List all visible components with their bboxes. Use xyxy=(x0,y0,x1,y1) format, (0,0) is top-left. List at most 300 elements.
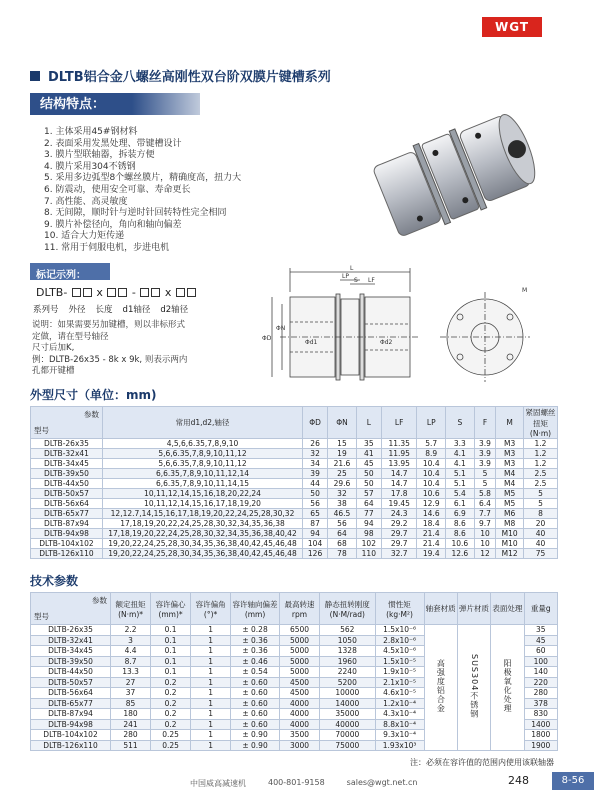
column-header: 常用d1,d2,轴径 xyxy=(103,407,303,439)
weight-cell: 220 xyxy=(524,677,557,688)
value-cell: 29.7 xyxy=(381,529,417,539)
weight-cell: 35 xyxy=(524,625,557,636)
value-cell: 6.9 xyxy=(446,509,475,519)
value-cell: 75 xyxy=(524,549,558,559)
table-row xyxy=(31,519,558,529)
value-cell: 10.4 xyxy=(417,459,446,469)
weight-cell: 1800 xyxy=(524,730,557,741)
value-cell: 6.1 xyxy=(446,499,475,509)
value-cell: ± 0.36 xyxy=(231,646,280,657)
model-cell: DLTB-50x57 xyxy=(31,677,111,688)
feature-item: 1. 主体采用45#钢材料 xyxy=(44,127,138,137)
value-cell: 5000 xyxy=(280,635,320,646)
value-cell: 50 xyxy=(356,479,381,489)
value-cell: 1 xyxy=(191,635,231,646)
column-header: 容许偏心(mm)* xyxy=(151,593,191,625)
value-cell: 64 xyxy=(328,529,357,539)
weight-cell: 1900 xyxy=(524,740,557,751)
header-param: 参数 xyxy=(92,596,108,605)
value-cell: 12 xyxy=(474,549,496,559)
value-cell: 26 xyxy=(303,439,328,449)
value-cell: 32 xyxy=(303,449,328,459)
series-title-text: DLTB铝合金八螺丝高刚性双台阶双膜片键槽系列 xyxy=(48,70,331,85)
value-cell: 77 xyxy=(356,509,381,519)
table-row xyxy=(31,499,558,509)
model-cell: DLTB-104x102 xyxy=(31,730,111,741)
value-cell: 19,20,22,24,25,28,30,34,35,36,38,40,42,45,46,48 xyxy=(103,549,303,559)
value-cell: 4.1 xyxy=(446,459,475,469)
technical-title: 技术参数 xyxy=(30,574,79,588)
value-cell: 11.35 xyxy=(381,439,417,449)
column-header: L xyxy=(356,407,381,439)
feature-item: 2. 表面采用发黑处理、带键槽设计 xyxy=(44,138,182,149)
disc-material-cell xyxy=(457,625,490,751)
code-part: d2轴径 xyxy=(160,305,189,315)
dimensions-table-body xyxy=(31,439,558,559)
value-cell: 1.2 xyxy=(524,439,558,449)
value-cell: 10,11,12,14,15,16,17,18,19,20 xyxy=(103,499,303,509)
column-header: S xyxy=(446,407,475,439)
code-box xyxy=(151,288,160,297)
value-cell: 1.9x10⁻⁵ xyxy=(375,667,424,678)
value-cell: 78 xyxy=(328,549,357,559)
marking-heading-band xyxy=(30,263,110,280)
value-cell: ± 0.46 xyxy=(231,656,280,667)
value-cell: 8 xyxy=(524,509,558,519)
value-cell: M10 xyxy=(496,539,524,549)
value-cell: 562 xyxy=(320,625,376,636)
feature-item: 8. 无间隙，顺时针与逆时针回转特性完全相同 xyxy=(44,208,227,219)
value-cell: 5000 xyxy=(280,646,320,657)
dim-label-phi-d: ΦD xyxy=(262,335,272,342)
header-model: 型号 xyxy=(34,426,49,435)
value-cell: 64 xyxy=(356,499,381,509)
value-cell: 5200 xyxy=(320,677,376,688)
feature-item: 7. 高性能、高灵敏度 xyxy=(44,196,128,207)
value-cell: ± 0.90 xyxy=(231,740,280,751)
value-cell: 102 xyxy=(356,539,381,549)
value-cell: 68 xyxy=(328,539,357,549)
value-cell: 19 xyxy=(328,449,357,459)
value-cell: 1.5x10⁻⁵ xyxy=(375,656,424,667)
table-row xyxy=(31,509,558,519)
value-cell: 5,6,6.35,7,8,9,10,11,12 xyxy=(103,449,303,459)
value-cell: M3 xyxy=(496,449,524,459)
note-line: 定做，请在型号轴径 xyxy=(32,331,109,342)
value-cell: 10,11,12,14,15,16,18,20,22,24 xyxy=(103,489,303,499)
value-cell: 0.2 xyxy=(151,688,191,699)
model-cell: DLTB-94x98 xyxy=(31,719,111,730)
value-cell: 1.5x10⁻⁶ xyxy=(375,625,424,636)
value-cell: 14000 xyxy=(320,698,376,709)
value-cell: 1 xyxy=(191,667,231,678)
column-header: ΦD xyxy=(303,407,328,439)
value-cell: 19.45 xyxy=(381,499,417,509)
value-cell: 10 xyxy=(474,539,496,549)
feature-item: 5. 采用多边弧型8个螺丝膜片，精确度高，扭力大 xyxy=(44,173,242,184)
code-box xyxy=(140,288,149,297)
dimensions-title: 外型尺寸（单位：mm) xyxy=(30,388,157,402)
hub-material-cell xyxy=(424,625,457,751)
value-cell: 0.2 xyxy=(151,709,191,720)
column-header: 惯性矩(kg·M²) xyxy=(375,593,424,625)
value-cell: 4.1 xyxy=(446,449,475,459)
disc-material-cell-text: SUS304不锈钢 xyxy=(469,654,479,719)
model-cell: DLTB-56x64 xyxy=(31,499,103,509)
value-cell: 1.93x10³ xyxy=(375,740,424,751)
model-code-parts xyxy=(33,303,188,315)
surface-treatment-cell xyxy=(491,625,524,751)
value-cell: 8.8x10⁻⁴ xyxy=(375,719,424,730)
value-cell: 40000 xyxy=(320,719,376,730)
model-cell: DLTB-26x35 xyxy=(31,439,103,449)
value-cell: 1 xyxy=(191,625,231,636)
model-code-pattern xyxy=(36,286,197,299)
value-cell: 3.9 xyxy=(474,449,496,459)
value-cell: 180 xyxy=(111,709,151,720)
value-cell: 1.2 xyxy=(524,449,558,459)
value-cell: 5.8 xyxy=(474,489,496,499)
value-cell: 10.6 xyxy=(446,539,475,549)
value-cell: 2.5 xyxy=(524,469,558,479)
value-cell: 87 xyxy=(303,519,328,529)
value-cell: 0.1 xyxy=(151,635,191,646)
feature-item: 4. 膜片采用304不锈钢 xyxy=(44,161,136,172)
weight-cell: 60 xyxy=(524,646,557,657)
column-header: LF xyxy=(381,407,417,439)
column-header: 容许轴向偏差(mm) xyxy=(231,593,280,625)
value-cell: 0.25 xyxy=(151,740,191,751)
column-header: 额定扭矩(N·m)* xyxy=(111,593,151,625)
feature-item: 3. 膜片型联轴器，拆装方便 xyxy=(44,150,155,161)
model-cell: DLTB-87x94 xyxy=(31,519,103,529)
column-header: 重量g xyxy=(524,593,557,625)
value-cell: 44 xyxy=(303,479,328,489)
value-cell: 45 xyxy=(356,459,381,469)
value-cell: 98 xyxy=(356,529,381,539)
value-cell: 1 xyxy=(191,677,231,688)
value-cell: 12,12.7,14,15,16,17,18,19,20,22,24,25,28,30,32 xyxy=(103,509,303,519)
model-cell: DLTB-32x41 xyxy=(31,635,111,646)
code-box xyxy=(118,288,127,297)
footer-phone: 400-801-9158 xyxy=(268,778,325,787)
footer-contacts xyxy=(190,778,418,789)
technical-drawing xyxy=(250,262,550,387)
value-cell: 5 xyxy=(474,479,496,489)
value-cell: 57 xyxy=(356,489,381,499)
code-x2: x xyxy=(164,286,172,299)
value-cell: 0.1 xyxy=(151,656,191,667)
features-list xyxy=(44,127,241,255)
value-cell: 10 xyxy=(474,529,496,539)
footer-company: 中国威高减速机 xyxy=(190,779,246,788)
value-cell: 4.4 xyxy=(111,646,151,657)
value-cell: 5000 xyxy=(280,656,320,667)
table-row xyxy=(31,489,558,499)
model-cell: DLTB-65x77 xyxy=(31,698,111,709)
value-cell: 94 xyxy=(356,519,381,529)
header-model: 型号 xyxy=(34,612,49,621)
value-cell: 94 xyxy=(303,529,328,539)
value-cell: 0.2 xyxy=(151,677,191,688)
value-cell: 75000 xyxy=(320,740,376,751)
value-cell: 40 xyxy=(524,529,558,539)
value-cell: 46.5 xyxy=(328,509,357,519)
code-box xyxy=(187,288,196,297)
value-cell: M8 xyxy=(496,519,524,529)
coupling-product-image xyxy=(360,92,550,252)
dim-label-L: L xyxy=(350,265,354,272)
dimensions-table xyxy=(30,406,558,559)
value-cell: 104 xyxy=(303,539,328,549)
value-cell: 6.4 xyxy=(474,499,496,509)
table-row xyxy=(31,439,558,449)
value-cell: 14.7 xyxy=(381,469,417,479)
value-cell: 0.1 xyxy=(151,646,191,657)
value-cell: 11.95 xyxy=(381,449,417,459)
value-cell: 6,6.35,7,8,9,10,11,14,15 xyxy=(103,479,303,489)
section-number: 8-56 xyxy=(552,772,594,790)
value-cell: 5 xyxy=(524,489,558,499)
value-cell: 1 xyxy=(191,709,231,720)
value-cell: 40 xyxy=(524,539,558,549)
table-note: 注：必须在容许值的范围内使用该联轴器 xyxy=(410,758,554,767)
series-title xyxy=(30,66,331,85)
model-cell: DLTB-50x57 xyxy=(31,489,103,499)
title-square-icon xyxy=(30,71,40,81)
value-cell: ± 0.54 xyxy=(231,667,280,678)
features-heading-band xyxy=(30,93,200,115)
value-cell: 4.3x10⁻⁴ xyxy=(375,709,424,720)
value-cell: ± 0.28 xyxy=(231,625,280,636)
value-cell: 5.1 xyxy=(446,479,475,489)
value-cell: 21.4 xyxy=(417,529,446,539)
value-cell: 24.3 xyxy=(381,509,417,519)
dim-label-d1: Φd1 xyxy=(305,339,318,346)
dim-label-LP: LP xyxy=(342,273,349,280)
footer-email[interactable]: sales@wgt.net.cn xyxy=(346,778,418,787)
value-cell: 20 xyxy=(524,519,558,529)
value-cell: ± 0.60 xyxy=(231,677,280,688)
weight-cell: 378 xyxy=(524,698,557,709)
model-cell: DLTB-26x35 xyxy=(31,625,111,636)
column-header: 最高转速rpm xyxy=(280,593,320,625)
value-cell: 2240 xyxy=(320,667,376,678)
table-row xyxy=(31,469,558,479)
model-cell: DLTB-34x45 xyxy=(31,646,111,657)
note-line: 例：DLTB-26x35 - 8k x 9k, 则表示两内 xyxy=(32,354,188,365)
value-cell: 5 xyxy=(474,469,496,479)
value-cell: 17.8 xyxy=(381,489,417,499)
value-cell: 3.3 xyxy=(446,439,475,449)
value-cell: 3.9 xyxy=(474,439,496,449)
value-cell: ± 0.60 xyxy=(231,688,280,699)
column-header: 静态扭转刚度(N·M/rad) xyxy=(320,593,376,625)
model-cell: DLTB-39x50 xyxy=(31,469,103,479)
value-cell: 8.9 xyxy=(417,449,446,459)
table-corner-header xyxy=(31,407,103,439)
code-part: 长度 xyxy=(95,305,113,315)
value-cell: 0.2 xyxy=(151,698,191,709)
value-cell: 5.4 xyxy=(446,489,475,499)
value-cell: 3.9 xyxy=(474,459,496,469)
hub-material-cell-text: 高强度铝合金 xyxy=(436,659,446,714)
value-cell: 1 xyxy=(191,719,231,730)
model-cell: DLTB-126x110 xyxy=(31,740,111,751)
value-cell: 3 xyxy=(111,635,151,646)
value-cell: 14.7 xyxy=(381,479,417,489)
value-cell: 10000 xyxy=(320,688,376,699)
value-cell: 29.6 xyxy=(328,479,357,489)
column-header: M xyxy=(496,407,524,439)
code-x1: x xyxy=(96,286,103,299)
dim-label-S: S xyxy=(354,277,358,284)
value-cell: 21.6 xyxy=(328,459,357,469)
code-box xyxy=(176,288,185,297)
value-cell: 4500 xyxy=(280,688,320,699)
value-cell: 37 xyxy=(111,688,151,699)
model-cell: DLTB-44x50 xyxy=(31,479,103,489)
table-corner-header xyxy=(31,593,111,625)
value-cell: 110 xyxy=(356,549,381,559)
value-cell: 4.6x10⁻⁵ xyxy=(375,688,424,699)
value-cell: 1 xyxy=(191,688,231,699)
value-cell: 10.6 xyxy=(417,489,446,499)
feature-item: 11. 常用于伺服电机，步进电机 xyxy=(44,242,170,253)
value-cell: 85 xyxy=(111,698,151,709)
feature-item: 6. 防震动，使用安全可靠、寿命更长 xyxy=(44,184,191,195)
model-cell: DLTB-32x41 xyxy=(31,449,103,459)
value-cell: M5 xyxy=(496,499,524,509)
column-header: 表面处理 xyxy=(491,593,524,625)
value-cell: 0.1 xyxy=(151,667,191,678)
value-cell: M4 xyxy=(496,479,524,489)
value-cell: ± 0.60 xyxy=(231,709,280,720)
value-cell: 3500 xyxy=(280,730,320,741)
technical-table xyxy=(30,592,558,751)
table-row xyxy=(31,479,558,489)
value-cell: 9.3x10⁻⁴ xyxy=(375,730,424,741)
value-cell: 14.6 xyxy=(417,509,446,519)
header-param: 参数 xyxy=(84,410,99,419)
value-cell: 6500 xyxy=(280,625,320,636)
feature-item: 9. 膜片补偿径向，角向和轴向偏差 xyxy=(44,219,182,230)
marking-heading: 标记示列： xyxy=(36,270,86,281)
value-cell: ± 0.90 xyxy=(231,730,280,741)
value-cell: 2.1x10⁻⁵ xyxy=(375,677,424,688)
code-dash: - xyxy=(131,286,136,299)
value-cell: 6,6.35,7,8,9,10,11,12,14 xyxy=(103,469,303,479)
value-cell: 1 xyxy=(191,698,231,709)
dim-label-M: M xyxy=(522,287,528,294)
value-cell: 511 xyxy=(111,740,151,751)
value-cell: 1 xyxy=(191,730,231,741)
value-cell: M12 xyxy=(496,549,524,559)
model-cell: DLTB-104x102 xyxy=(31,539,103,549)
code-part: d1轴径 xyxy=(122,305,151,315)
value-cell: 3000 xyxy=(280,740,320,751)
features-heading: 结构特点： xyxy=(40,97,106,112)
value-cell: 29.2 xyxy=(381,519,417,529)
code-box xyxy=(83,288,92,297)
model-cell: DLTB-126x110 xyxy=(31,549,103,559)
weight-cell: 100 xyxy=(524,656,557,667)
value-cell: 1 xyxy=(191,656,231,667)
value-cell: 70000 xyxy=(320,730,376,741)
value-cell: 17,18,19,20,22,24,25,28,30,32,34,35,36,38 xyxy=(103,519,303,529)
column-header: F xyxy=(474,407,496,439)
keyway-note xyxy=(32,320,222,378)
value-cell: 1 xyxy=(191,740,231,751)
note-line: 孔都开键槽 xyxy=(32,366,75,376)
value-cell: 35000 xyxy=(320,709,376,720)
value-cell: 4000 xyxy=(280,698,320,709)
column-header: LP xyxy=(417,407,446,439)
table-row xyxy=(31,549,558,559)
value-cell: 2.5 xyxy=(524,479,558,489)
value-cell: M3 xyxy=(496,439,524,449)
dim-label-LF: LF xyxy=(368,277,375,284)
model-cell: DLTB-65x77 xyxy=(31,509,103,519)
value-cell: 0.25 xyxy=(151,730,191,741)
value-cell: 9.7 xyxy=(474,519,496,529)
value-cell: 13.3 xyxy=(111,667,151,678)
value-cell: 126 xyxy=(303,549,328,559)
value-cell: 32.7 xyxy=(381,549,417,559)
value-cell: ± 0.60 xyxy=(231,719,280,730)
value-cell: 280 xyxy=(111,730,151,741)
value-cell: 5000 xyxy=(280,667,320,678)
model-cell: DLTB-94x98 xyxy=(31,529,103,539)
note-line: 尺寸后加K, xyxy=(32,343,75,353)
value-cell: 2.8x10⁻⁶ xyxy=(375,635,424,646)
value-cell: 38 xyxy=(328,499,357,509)
dim-label-d2: Φd2 xyxy=(380,339,393,346)
table-row xyxy=(31,539,558,549)
value-cell: 1050 xyxy=(320,635,376,646)
value-cell: 4,5,6,6.35,7,8,9,10 xyxy=(103,439,303,449)
value-cell: 21.4 xyxy=(417,539,446,549)
value-cell: 56 xyxy=(303,499,328,509)
value-cell: M4 xyxy=(496,469,524,479)
value-cell: 35 xyxy=(356,439,381,449)
value-cell: 56 xyxy=(328,519,357,529)
column-header: 轴套材质 xyxy=(424,593,457,625)
value-cell: 39 xyxy=(303,469,328,479)
value-cell: 15 xyxy=(328,439,357,449)
code-box xyxy=(107,288,116,297)
model-cell: DLTB-34x45 xyxy=(31,459,103,469)
model-cell: DLTB-56x64 xyxy=(31,688,111,699)
table-row xyxy=(31,459,558,469)
value-cell: 0.2 xyxy=(151,719,191,730)
code-part: 系列号 xyxy=(33,305,59,315)
weight-cell: 830 xyxy=(524,709,557,720)
surface-treatment-cell-text: 阳极氧化处理 xyxy=(503,659,513,714)
value-cell: 2.2 xyxy=(111,625,151,636)
value-cell: 13.95 xyxy=(381,459,417,469)
technical-table-body xyxy=(31,625,558,751)
value-cell: 34 xyxy=(303,459,328,469)
weight-cell: 45 xyxy=(524,635,557,646)
value-cell: 1.2 xyxy=(524,459,558,469)
page-footer xyxy=(0,770,594,800)
value-cell: 4000 xyxy=(280,709,320,720)
table-row xyxy=(31,529,558,539)
value-cell: 50 xyxy=(303,489,328,499)
value-cell: 41 xyxy=(356,449,381,459)
value-cell: M10 xyxy=(496,529,524,539)
